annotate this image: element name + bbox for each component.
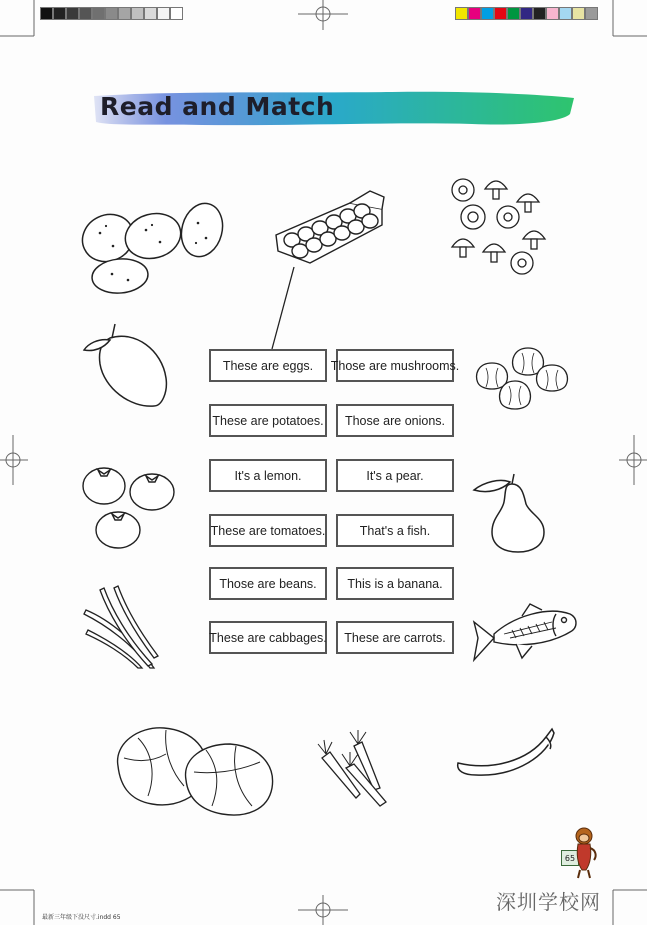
mushrooms-picture [448,175,558,285]
sentence-box-beans[interactable]: Those are beans. [209,567,327,600]
beans-picture [80,582,165,672]
sentence-box-eggs[interactable]: These are eggs. [209,349,327,382]
sentence-box-pear[interactable]: It's a pear. [336,459,454,492]
page-number: 65 [561,850,579,866]
tomatoes-picture [80,462,180,552]
example-match-line [268,265,298,351]
sentence-box-mushrooms[interactable]: Those are mushrooms. [336,349,454,382]
sentence-box-onions[interactable]: Those are onions. [336,404,454,437]
eggs-picture [270,185,388,270]
sentence-box-carrots[interactable]: These are carrots. [336,621,454,654]
lemon-picture [80,320,175,410]
sentence-box-cabbages[interactable]: These are cabbages. [209,621,327,654]
watermark: 深圳学校网 [496,890,601,914]
carrots-picture [312,728,394,812]
sentence-box-potatoes[interactable]: These are potatoes. [209,404,327,437]
cabbages-picture [108,722,278,820]
sentence-box-banana[interactable]: This is a banana. [336,567,454,600]
footer-file-label: 最新三年级下没尺寸.indd 65 [42,914,121,921]
sentence-box-lemon[interactable]: It's a lemon. [209,459,327,492]
page-title: Read and Match [100,92,335,121]
sentence-box-fish[interactable]: That's a fish. [336,514,454,547]
potatoes-picture [78,198,228,298]
sentence-box-tomatoes[interactable]: These are tomatoes. [209,514,327,547]
monkey-mascot-icon [570,826,598,880]
banana-picture [452,723,558,779]
onions-picture [470,345,575,415]
fish-picture [470,600,580,668]
pear-picture [470,472,555,554]
